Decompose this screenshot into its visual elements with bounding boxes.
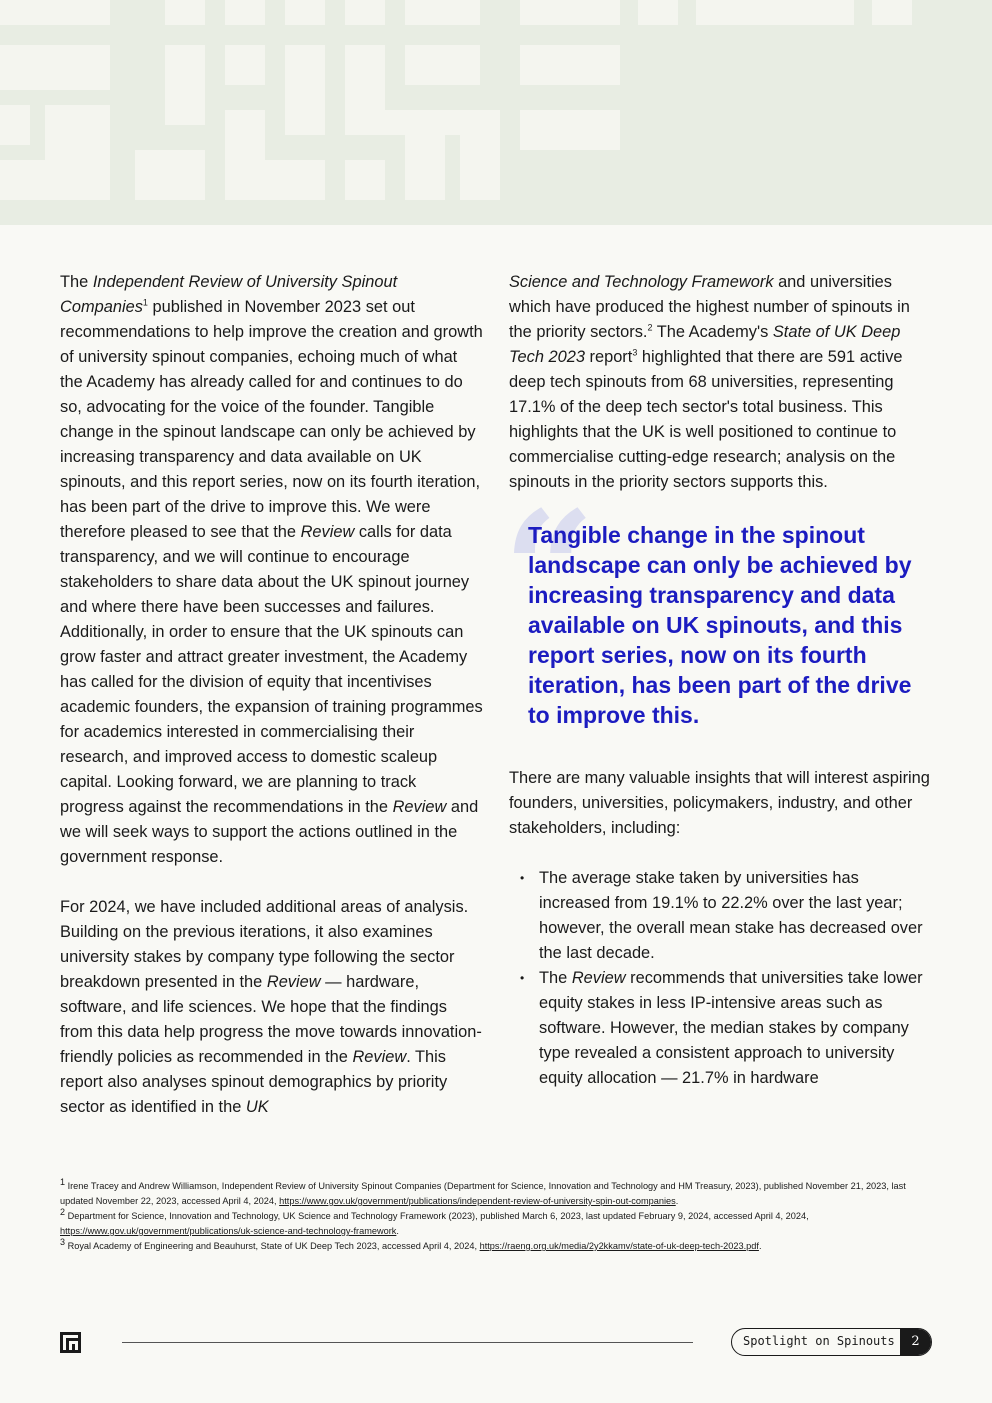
page-number: 2	[900, 1329, 931, 1355]
footer-divider	[122, 1342, 693, 1343]
text-run: published in November 2023 set out recommendations to help improve the creation and growth of university spinout companies, echoing much of what the Academy has already called for and continues to do so, advocating for the voice of the founder. Tangible change in the spinout landscape can only be achieved by increasing transparency and data available on UK spinouts, and this report series, now on its fourth iteration, has been part of the drive to improve this. We were therefore pleased to see that the	[60, 298, 483, 541]
footnote-ref-2: 2	[647, 322, 653, 333]
review-ref: Review	[352, 1048, 407, 1066]
pull-quote	[503, 476, 933, 730]
framework-ref: UK	[245, 1098, 269, 1116]
footnote-1	[60, 1176, 940, 1209]
bullet-icon: •	[520, 971, 525, 985]
text-run: and we will seek ways to support the actions outlined in the government response.	[60, 798, 479, 866]
text-run: highlighted that there are 591 active deep tech spinouts from 68 universities, representing 17.1% of the deep tech sector's total business. This highlights that the UK is well positioned to continue to commercialise cutting-edge research; analysis on the spinouts in the priority sectors supports this.	[509, 348, 903, 491]
review-ref: Review	[392, 798, 447, 816]
text-run: report	[584, 348, 633, 366]
intro-paragraph	[60, 270, 484, 870]
continuation-paragraph	[509, 270, 933, 495]
footnote-number: 3	[60, 1236, 66, 1247]
text-run: recommends that universities take lower equity stakes in less IP-intensive areas such as software. However, the median stakes by company type revealed a consistent approach to university equity allocation — 21.7% in hardware	[539, 969, 923, 1087]
pull-quote-text: Tangible change in the spinout landscape can only be achieved by increasing transparency and data available on UK spinouts, and this report series, now on its fourth iteration, has been part of the drive to improve this.	[528, 522, 912, 728]
footnote-2	[60, 1206, 940, 1239]
footnote-number: 2	[60, 1206, 66, 1217]
footnote-period: .	[396, 1226, 399, 1236]
footnote-text: Irene Tracey and Andrew Williamson, Independent Review of University Spinout Companies (Department for Science, Innovation and Technology and HM Treasury, 2023), published November 21, 2023, last updated November 22, 2023, accessed April 4, 2024,	[60, 1181, 906, 1206]
text-run: The	[60, 273, 93, 291]
text-run: . This report also analyses spinout demographics by priority sector as identified in the	[60, 1048, 448, 1116]
analysis-paragraph	[60, 895, 484, 1120]
text-run: For 2024, we have included additional areas of analysis. Building on the previous iterations, it also examines university stakes by company type following the sector breakdown presented in the	[60, 898, 469, 991]
body-column-left	[60, 270, 484, 1145]
framework-ref: Science and Technology Framework	[509, 273, 774, 291]
text-run: — hardware, software, and life sciences. We hope that the findings from this data help progress the move towards innovation-friendly policies as recommended in the	[60, 973, 482, 1066]
footnote-text: Department for Science, Innovation and Technology, UK Science and Technology Framework (2023), published March 6, 2023, last updated February 9, 2024, accessed April 4, 2024,	[65, 1211, 809, 1221]
insights-intro: There are many valuable insights that will interest aspiring founders, universities, policymakers, industry, and other stakeholders, including:	[509, 769, 930, 837]
text-run: The	[539, 969, 572, 987]
report-series-title: Spotlight on Spinouts	[743, 1334, 895, 1348]
footnote-link[interactable]: https://www.gov.uk/government/publications/uk-science-and-technology-framework	[60, 1226, 397, 1236]
footnote-3	[60, 1236, 940, 1254]
list-item-text: The average stake taken by universities has increased from 19.1% to 22.2% over the last year; however, the overall mean stake has decreased over the last decade.	[539, 869, 923, 962]
footnote-ref-1: 1	[142, 297, 148, 308]
header-banner	[0, 0, 992, 225]
footnote-number: 1	[60, 1176, 66, 1187]
footnote-link[interactable]: https://www.gov.uk/government/publications/independent-review-of-university-spin-out-companies	[279, 1196, 676, 1206]
body-column-right	[503, 270, 933, 1091]
footnote-link[interactable]: https://raeng.org.uk/media/2y2kkamv/state-of-uk-deep-tech-2023.pdf	[479, 1241, 759, 1251]
footnote-period: .	[675, 1196, 679, 1206]
bullet-icon: •	[520, 871, 525, 885]
academy-logo-icon	[60, 1332, 81, 1353]
list-item	[509, 966, 933, 1091]
review-title: Independent Review of University Spinout Companies	[60, 273, 398, 316]
text-run: and universities which have produced the highest number of spinouts in the priority sectors.	[509, 273, 910, 341]
insights-list	[509, 866, 933, 1091]
quote-mark-icon: “	[503, 476, 596, 664]
report-title: State of UK Deep Tech 2023	[509, 323, 901, 366]
footnote-text: Royal Academy of Engineering and Beauhurst, State of UK Deep Tech 2023, accessed April 4, 2024,	[65, 1241, 480, 1251]
review-ref: Review	[571, 969, 626, 987]
text-run: The Academy's	[652, 323, 773, 341]
footnote-period: .	[758, 1241, 762, 1251]
review-ref: Review	[300, 523, 355, 541]
list-item	[509, 866, 933, 966]
footnote-ref-3: 3	[632, 347, 638, 358]
footer-badge	[731, 1328, 932, 1356]
text-run: calls for data transparency, and we will continue to encourage stakeholders to share data about the UK spinout journey and where there have been successes and failures. Additionally, in order to ensure that the UK spinouts can grow faster and attract greater investment, the Academy has called for the division of equity that incentivises academic founders, the expansion of training programmes for academics interested in commercialising their research, and improved access to domestic scaleup capital. Looking forward, we are planning to track progress against the recommendations in the	[60, 523, 483, 816]
review-ref: Review	[266, 973, 321, 991]
footnotes	[60, 1176, 940, 1254]
banner-pattern	[0, 0, 992, 225]
